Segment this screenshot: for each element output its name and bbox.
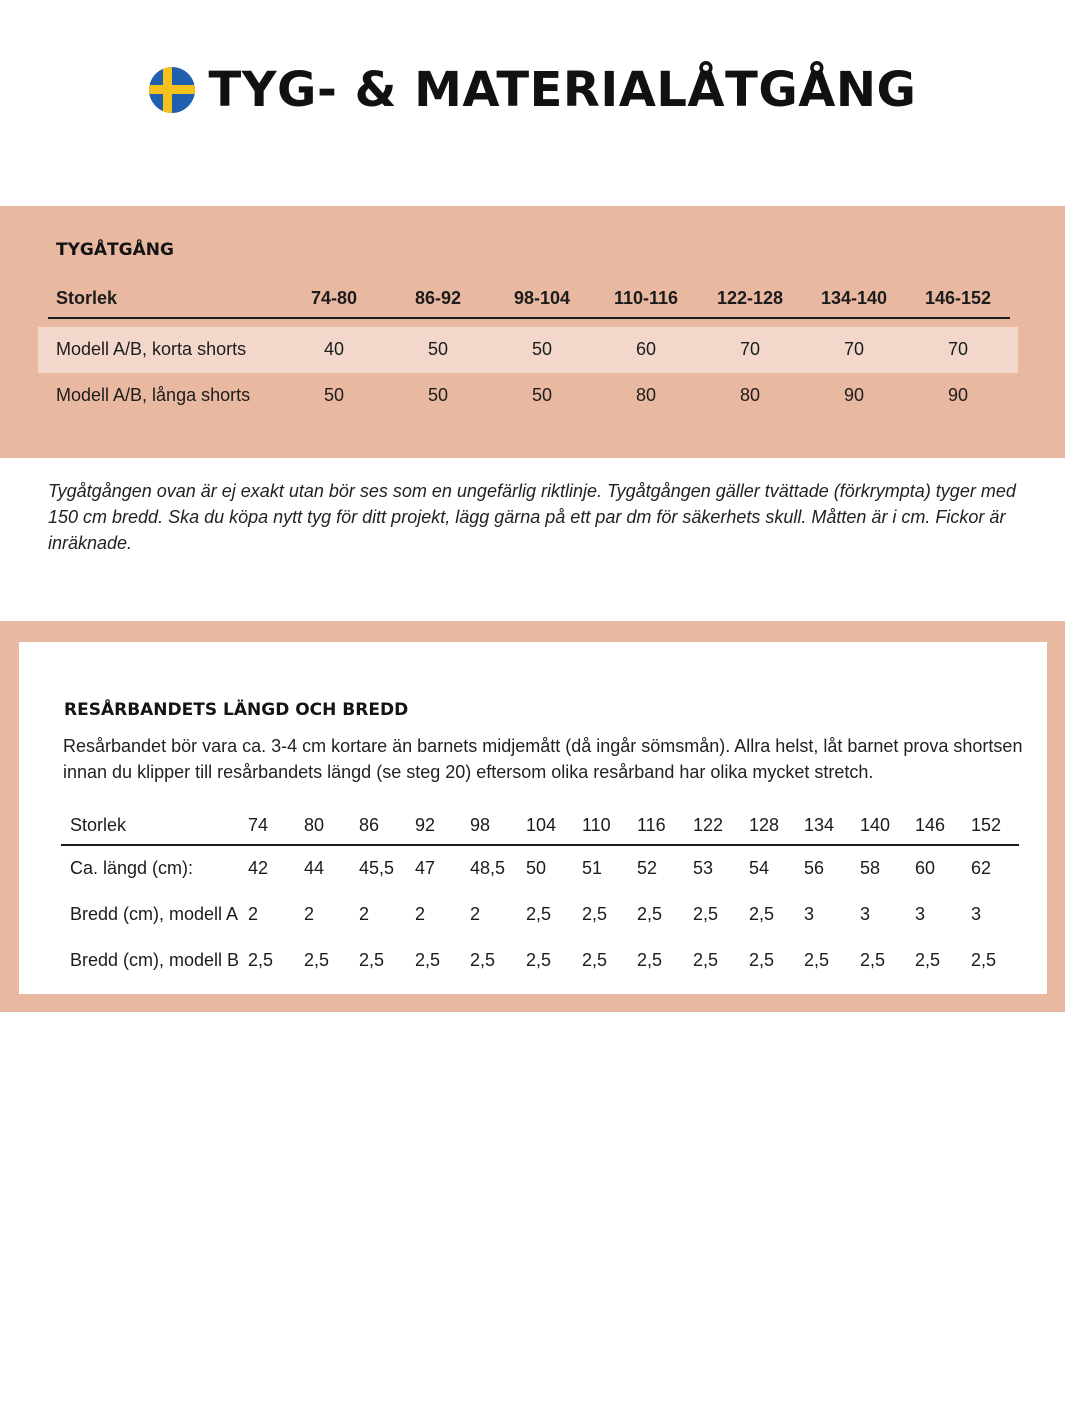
table-cell: 2,5 bbox=[526, 950, 552, 970]
size-header-cell: 86-92 bbox=[414, 288, 462, 308]
size-header-cell: 134-140 bbox=[820, 288, 888, 308]
elastic-section bbox=[0, 621, 1065, 1012]
size-header-cell: 134 bbox=[804, 815, 835, 835]
size-header-cell: 140 bbox=[860, 815, 891, 835]
table-cell: 80 bbox=[635, 385, 657, 405]
table-row bbox=[38, 327, 1018, 373]
table-cell: 47 bbox=[415, 858, 436, 878]
table-cell: 2 bbox=[470, 904, 481, 924]
size-header-cell: 92 bbox=[415, 815, 436, 835]
fabric-table-header bbox=[38, 278, 1018, 318]
size-header-cell: 74-80 bbox=[310, 288, 358, 308]
table-cell: 80 bbox=[739, 385, 761, 405]
elastic-table-header bbox=[61, 802, 1019, 846]
table-cell: 2,5 bbox=[359, 950, 385, 970]
table-cell: 3 bbox=[804, 904, 815, 924]
table-cell: 2,5 bbox=[749, 950, 775, 970]
swedish-flag-icon bbox=[149, 67, 195, 113]
table-cell: 2,5 bbox=[526, 904, 552, 924]
table-cell: 50 bbox=[531, 339, 553, 359]
table-cell: 60 bbox=[915, 858, 936, 878]
size-header-label: Storlek bbox=[70, 815, 127, 835]
table-cell: 40 bbox=[323, 339, 345, 359]
table-cell: 70 bbox=[843, 339, 865, 359]
page-title: TYG- & MATERIALÅTGÅNG bbox=[208, 62, 917, 118]
row-label: Modell A/B, korta shorts bbox=[56, 339, 247, 359]
table-cell: 2,5 bbox=[915, 950, 941, 970]
row-label: Bredd (cm), modell B bbox=[70, 950, 240, 970]
table-cell: 2 bbox=[248, 904, 259, 924]
table-cell: 52 bbox=[637, 858, 658, 878]
table-cell: 50 bbox=[427, 339, 449, 359]
size-header-cell: 152 bbox=[971, 815, 1002, 835]
table-cell: 42 bbox=[248, 858, 269, 878]
table-cell: 90 bbox=[947, 385, 969, 405]
table-cell: 50 bbox=[323, 385, 345, 405]
table-cell: 54 bbox=[749, 858, 770, 878]
size-header-cell: 122 bbox=[693, 815, 724, 835]
table-cell: 2,5 bbox=[582, 950, 608, 970]
size-header-cell: 104 bbox=[526, 815, 557, 835]
table-cell: 2,5 bbox=[637, 904, 663, 924]
table-cell: 44 bbox=[304, 858, 325, 878]
elastic-description: Resårbandet bör vara ca. 3-4 cm kortare än barnets midjemått (då ingår sömsmån). Allra helst, låt barnet prova shortsen innan du klipper till resårbandets längd (se steg 20) eftersom olika resårband har olika mycket stretch. bbox=[63, 736, 1023, 782]
table-cell: 60 bbox=[635, 339, 657, 359]
table-cell: 2,5 bbox=[749, 904, 775, 924]
size-header-cell: 110 bbox=[582, 815, 611, 835]
size-header-cell: 122-128 bbox=[716, 288, 784, 308]
size-header-cell: 98 bbox=[470, 815, 491, 835]
table-cell: 51 bbox=[582, 858, 603, 878]
table-cell: 3 bbox=[915, 904, 926, 924]
table-cell: 2 bbox=[359, 904, 370, 924]
table-cell: 2,5 bbox=[582, 904, 608, 924]
fabric-section bbox=[0, 206, 1065, 458]
table-cell: 2 bbox=[415, 904, 426, 924]
table-cell: 48,5 bbox=[470, 858, 506, 878]
table-cell: 2,5 bbox=[693, 950, 719, 970]
fabric-note: Tygåtgången ovan är ej exakt utan bör ses som en ungefärlig riktlinje. Tygåtgången gäller tvättade (förkrympta) tyger med 150 cm bredd. Ska du köpa nytt tyg för ditt projekt, lägg gärna på ett par dm för säkerhets skull. Måtten är i cm. Fickor är inräknade. bbox=[48, 481, 1016, 553]
table-cell: 2,5 bbox=[971, 950, 997, 970]
size-header-cell: 146-152 bbox=[924, 288, 992, 308]
table-cell: 58 bbox=[860, 858, 881, 878]
table-cell: 2,5 bbox=[637, 950, 663, 970]
size-header-cell: 110-116 bbox=[613, 288, 679, 308]
table-cell: 53 bbox=[693, 858, 714, 878]
table-cell: 2,5 bbox=[304, 950, 330, 970]
table-cell: 62 bbox=[971, 858, 992, 878]
table-cell: 3 bbox=[971, 904, 982, 924]
table-cell: 2,5 bbox=[860, 950, 886, 970]
table-cell: 70 bbox=[947, 339, 969, 359]
header-divider bbox=[48, 317, 1010, 319]
size-header-cell: 74 bbox=[248, 815, 269, 835]
size-header-label: Storlek bbox=[56, 288, 118, 308]
table-row bbox=[38, 373, 1018, 419]
table-cell: 2,5 bbox=[415, 950, 441, 970]
table-cell: 2,5 bbox=[470, 950, 496, 970]
size-header-cell: 116 bbox=[637, 815, 666, 835]
table-cell: 3 bbox=[860, 904, 871, 924]
table-row bbox=[61, 938, 1019, 984]
size-header-cell: 98-104 bbox=[513, 288, 571, 308]
table-cell: 2,5 bbox=[804, 950, 830, 970]
table-cell: 2,5 bbox=[248, 950, 274, 970]
elastic-table bbox=[61, 802, 1019, 984]
row-label: Ca. längd (cm): bbox=[70, 858, 194, 878]
table-cell: 70 bbox=[739, 339, 761, 359]
elastic-section-title: RESÅRBANDETS LÄNGD OCH BREDD bbox=[64, 700, 409, 720]
table-row bbox=[61, 892, 1019, 938]
table-cell: 2,5 bbox=[693, 904, 719, 924]
size-header-cell: 128 bbox=[749, 815, 780, 835]
table-cell: 2 bbox=[304, 904, 315, 924]
page-header bbox=[0, 60, 1065, 120]
table-cell: 56 bbox=[804, 858, 825, 878]
table-cell: 50 bbox=[427, 385, 449, 405]
fabric-section-title: TYGÅTGÅNG bbox=[56, 240, 174, 260]
table-cell: 90 bbox=[843, 385, 865, 405]
table-cell: 50 bbox=[526, 858, 547, 878]
elastic-card bbox=[19, 642, 1047, 994]
size-header-cell: 86 bbox=[359, 815, 380, 835]
table-row bbox=[61, 846, 1019, 892]
row-label: Bredd (cm), modell A bbox=[70, 904, 239, 924]
size-header-cell: 146 bbox=[915, 815, 946, 835]
row-label: Modell A/B, långa shorts bbox=[56, 385, 251, 405]
table-cell: 50 bbox=[531, 385, 553, 405]
fabric-table bbox=[38, 278, 1018, 419]
table-cell: 45,5 bbox=[359, 858, 395, 878]
size-header-cell: 80 bbox=[304, 815, 325, 835]
